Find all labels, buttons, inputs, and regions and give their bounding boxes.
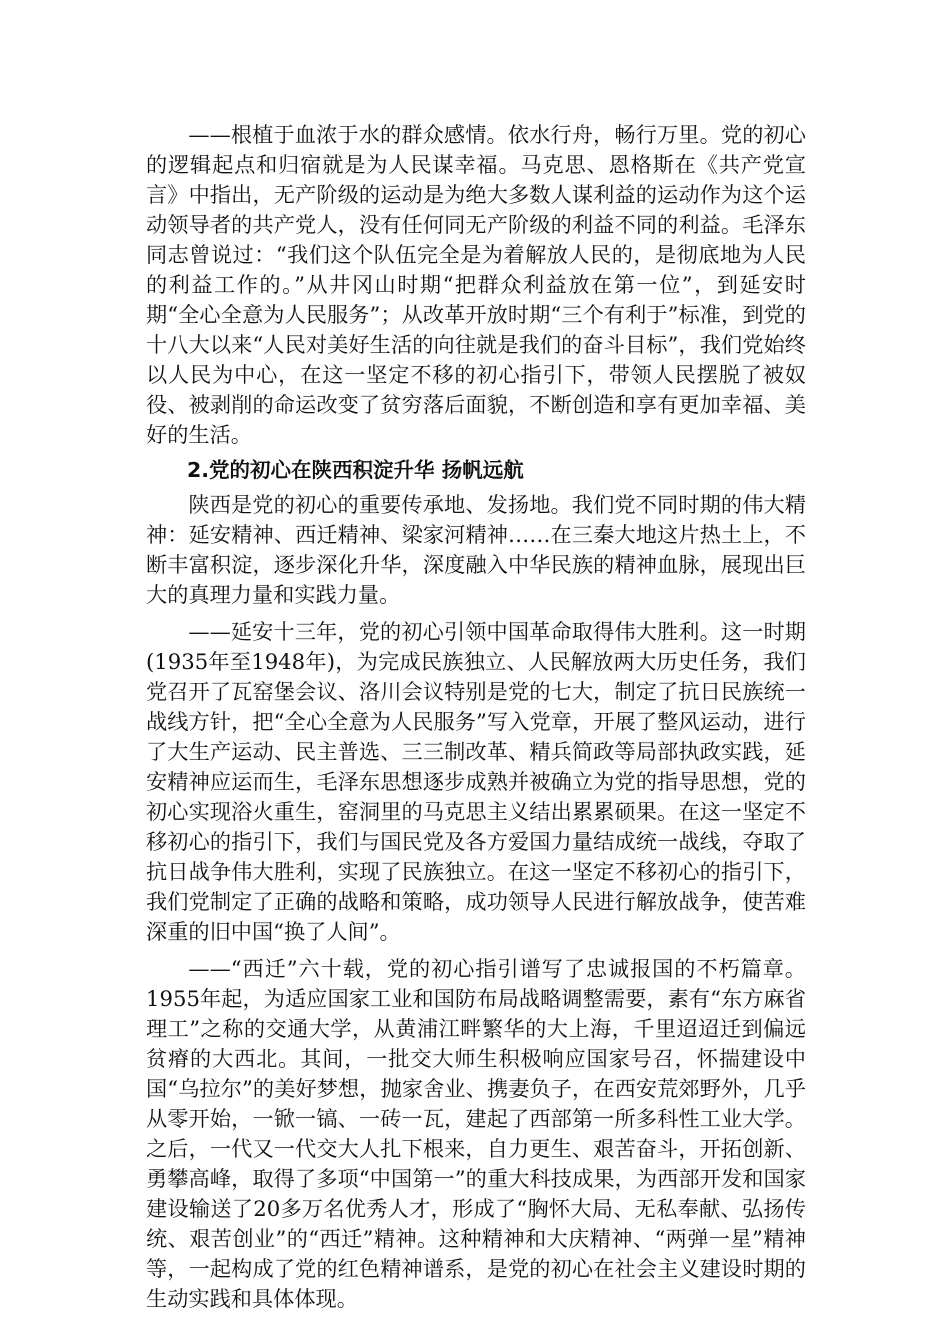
paragraph-gap xyxy=(146,610,806,617)
section-heading: 2.党的初心在陕西积淀升华 扬帆远航 xyxy=(187,458,524,482)
paragraph-shaanxi: 陕西是党的初心的重要传承地、发扬地。我们党不同时期的伟大精神：延安精神、西迁精神、梁家河精神……在三秦大地这片热土上，不断丰富积淀，逐步深化升华，深度融入中华民族的精神血脉，展现出巨大的真理力量和实践力量。 xyxy=(146,492,806,607)
document-page xyxy=(146,120,806,1314)
paragraph-gap xyxy=(146,947,806,954)
paragraph-people-sentiment: ——根植于血浓于水的群众感情。依水行舟，畅行万里。党的初心的逻辑起点和归宿就是为人民谋幸福。马克思、恩格斯在《共产党宣言》中指出，无产阶级的运动是为绝大多数人谋利益的运动作为这个运动领导者的共产党人，没有任何同无产阶级的利益不同的利益。毛泽东同志曾说过：“我们这个队伍完全是为着解放人民的，是彻底地为人民的利益工作的。”从井冈山时期“把群众利益放在第一位”，到延安时期“全心全意为人民服务”；从改革开放时期“三个有利于”标准，到党的十八大以来“人民对美好生活的向往就是我们的奋斗目标”，我们党始终以人民为中心，在这一坚定不移的初心指引下，带领人民摆脱了被奴役、被剥削的命运改变了贫穷落后面貌，不断创造和享有更加幸福、美好的生活。 xyxy=(146,122,806,447)
paragraph-yanan: ——延安十三年，党的初心引领中国革命取得伟大胜利。这一时期(1935年至1948年)，为完成民族独立、人民解放两大历史任务，我们党召开了瓦窑堡会议、洛川会议特别是党的七大，制定了抗日民族统一战线方针，把“全心全意为人民服务”写入党章，开展了整风运动，进行了大生产运动、民主普选、三三制改革、精兵简政等局部执政实践，延安精神应运而生，毛泽东思想逐步成熟并被确立为党的指导思想，党的初心实现浴火重生，窑洞里的马克思主义结出累累硕果。在这一坚定不移初心的指引下，我们与国民党及各方爱国力量结成统一战线，夺取了抗日战争伟大胜利，实现了民族独立。在这一坚定不移初心的指引下，我们党制定了正确的战略和策略，成功领导人民进行解放战争，使苦难深重的旧中国“换了人间”。 xyxy=(146,619,806,944)
paragraph-xiqian: ——“西迁”六十载，党的初心指引谱写了忠诚报国的不朽篇章。1955年起，为适应国家工业和国防布局战略调整需要，素有“东方麻省理工”之称的交通大学，从黄浦江畔繁华的大上海，千里迢迢迁到偏远贫瘠的大西北。其间，一批交大师生积极响应国家号召，怀揣建设中国“乌拉尔”的美好梦想，抛家舍业、携妻负子，在西安荒郊野外，几乎从零开始，一锨一镐、一砖一瓦，建起了西部第一所多科性工业大学。之后，一代又一代交大人扎下根来，自力更生、艰苦奋斗，开拓创新、勇攀高峰，取得了多项“中国第一”的重大科技成果，为西部开发和国家建设输送了20多万名优秀人才，形成了“胸怀大局、无私奉献、弘扬传统、艰苦创业”的“西迁”精神。这种精神和大庆精神、“两弹一星”精神等，一起构成了党的红色精神谱系，是党的初心在社会主义建设时期的生动实践和具体体现。 xyxy=(146,956,806,1311)
